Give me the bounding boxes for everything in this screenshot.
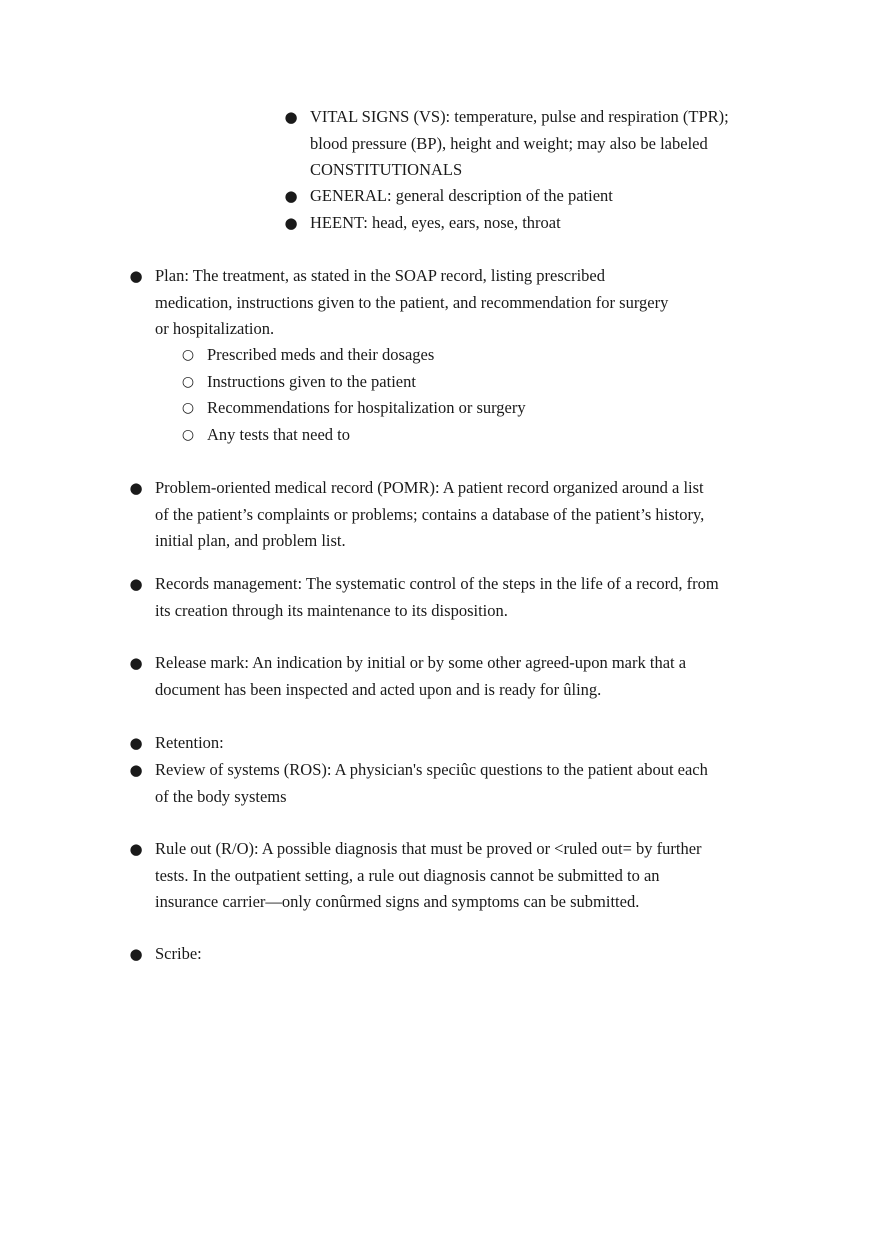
sub-list-item: [178, 422, 738, 449]
bullet-circle: ○: [181, 347, 195, 363]
sub-list-item: [178, 342, 738, 369]
list-item-ros: [126, 757, 716, 810]
item-text: Review of systems (ROS): A physician's speciûc questions to the patient about each of the body systems: [155, 760, 708, 806]
item-text: GENERAL: general description of the patient: [310, 186, 613, 205]
sub-list-item: [178, 395, 738, 422]
item-text: Retention:: [155, 733, 224, 752]
bullet-circle: ○: [181, 427, 195, 443]
item-text: VITAL SIGNS (VS): temperature, pulse and respiration (TPR); blood pressure (BP), height and weight; may also be labeled CONSTITUTIONALS: [310, 107, 729, 179]
list-item-plan: [126, 263, 686, 343]
list-item-scribe: [126, 941, 726, 968]
list-item-retention: [126, 730, 726, 757]
item-text: Plan: The treatment, as stated in the SOAP record, listing prescribed medication, instructions given to the patient, and recommendation for surgery or hospitalization.: [155, 266, 669, 338]
bullet-disc: ●: [284, 214, 298, 232]
bullet-circle: ○: [181, 400, 195, 416]
bullet-disc: ●: [129, 840, 143, 858]
bullet-disc: ●: [129, 479, 143, 497]
sub-list-item: [178, 369, 738, 396]
bullet-disc: ●: [129, 575, 143, 593]
bullet-disc: ●: [284, 108, 298, 126]
item-text: Problem-oriented medical record (POMR): A patient record organized around a list of the patient’s complaints or problems; contains a database of the patient’s history, initial plan, and problem list.: [155, 478, 705, 550]
list-item-records-management: [126, 571, 726, 624]
item-text: Release mark: An indication by initial or by some other agreed-upon mark that a document has been inspected and acted upon and is ready for ûling.: [155, 653, 687, 699]
bullet-disc: ●: [129, 761, 143, 779]
item-text: Recommendations for hospitalization or surgery: [207, 398, 526, 417]
list-item-release-mark: [126, 650, 716, 703]
bullet-circle: ○: [181, 374, 195, 390]
bullet-disc: ●: [129, 945, 143, 963]
item-text: Any tests that need to: [207, 425, 350, 444]
list-item-pomr: [126, 475, 716, 555]
item-text: Records management: The systematic control of the steps in the life of a record, from its creation through its maintenance to its disposition.: [155, 574, 719, 620]
list-item-rule-out: [126, 836, 726, 916]
list-item-vital-signs: [281, 104, 741, 184]
item-text: Rule out (R/O): A possible diagnosis that must be proved or <ruled out= by further tests. In the outpatient setting, a rule out diagnosis cannot be submitted to an insurance carrier—only conûrmed signs and symptoms can be submitted.: [155, 839, 702, 911]
bullet-disc: ●: [129, 654, 143, 672]
bullet-disc: ●: [284, 187, 298, 205]
item-text: Scribe:: [155, 944, 202, 963]
list-item-general: [281, 183, 741, 210]
bullet-disc: ●: [129, 734, 143, 752]
item-text: Prescribed meds and their dosages: [207, 345, 435, 364]
bullet-disc: ●: [129, 267, 143, 285]
item-text: Instructions given to the patient: [207, 372, 416, 391]
item-text: HEENT: head, eyes, ears, nose, throat: [310, 213, 561, 232]
list-item-heent: [281, 210, 741, 237]
